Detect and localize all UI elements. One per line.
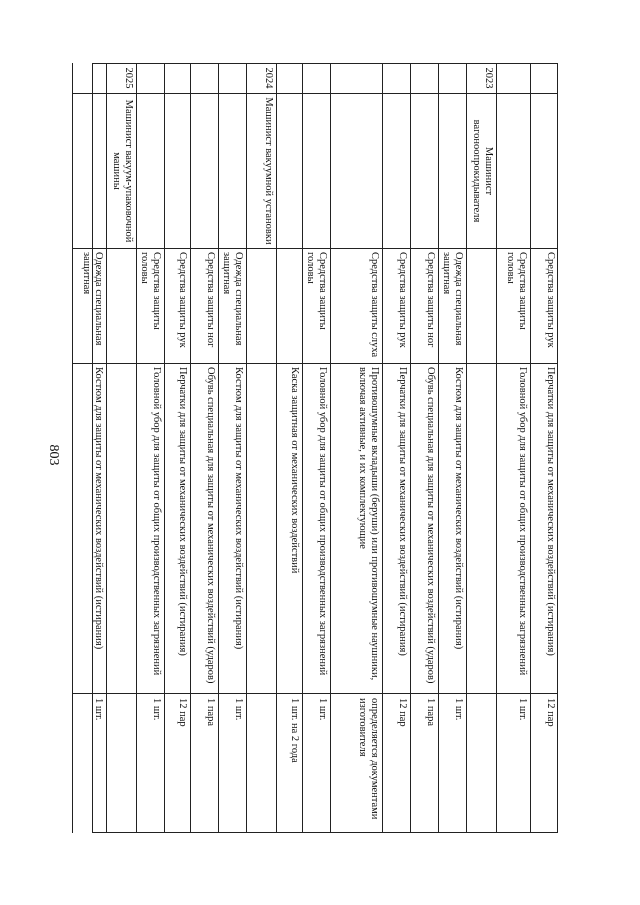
row-code (411, 63, 438, 93)
row-profession: Машинист вагоноопрокидывателя (467, 93, 496, 248)
row-ppe-type: Средства защиты слуха (331, 248, 382, 363)
row-code (303, 63, 330, 93)
row-code (439, 63, 466, 93)
row-profession (165, 93, 190, 248)
table-row (276, 63, 302, 833)
row-code (165, 63, 190, 93)
row-quantity: 12 пар (531, 693, 558, 833)
row-ppe-item: Костюм для защиты от механических воздействий (истирания) (219, 363, 246, 693)
row-code (531, 63, 558, 93)
row-code: 2024 (263, 67, 274, 89)
row-profession (219, 93, 246, 248)
row-quantity: 12 пар (383, 693, 410, 833)
row-ppe-item: Головной убор для защиты от общих производственных загрязнений (303, 363, 330, 693)
row-ppe-type (277, 248, 302, 363)
row-quantity: 1 шт. на 2 года (277, 693, 302, 833)
row-quantity: 1 шт. (219, 693, 246, 833)
row-ppe-item: Перчатки для защиты от механических воздействий (истирания) (165, 363, 190, 693)
row-ppe-item (247, 363, 276, 693)
table-row (136, 63, 164, 833)
row-quantity: 1 пара (411, 693, 438, 833)
row-quantity: 1 шт. (303, 693, 330, 833)
row-quantity (467, 693, 496, 833)
page-number: 803 (46, 444, 61, 466)
table-row (106, 63, 136, 833)
row-ppe-type: Средства защиты головы (497, 248, 530, 363)
row-profession (73, 93, 106, 248)
row-ppe-type (247, 248, 276, 363)
row-ppe-item (107, 363, 136, 693)
row-quantity: 1 шт. (73, 693, 106, 833)
table-row (72, 63, 106, 833)
table-row (164, 63, 190, 833)
row-code (73, 63, 106, 93)
row-profession (383, 93, 410, 248)
row-ppe-item: Перчатки для защиты от механических воздействий (истирания) (531, 363, 558, 693)
row-ppe-type: Средства защиты рук (383, 248, 410, 363)
table-row (218, 63, 246, 833)
row-quantity: 1 шт. (439, 693, 466, 833)
row-profession (331, 93, 382, 248)
row-ppe-item: Головной убор для защиты от общих производственных загрязнений (137, 363, 164, 693)
table-row (190, 63, 218, 833)
row-quantity: 1 шт. (137, 693, 164, 833)
row-ppe-type: Одежда специальная защитная (439, 248, 466, 363)
row-quantity: 12 пар (165, 693, 190, 833)
row-code: 2025 (123, 67, 134, 89)
row-ppe-type (467, 248, 496, 363)
row-profession (191, 93, 218, 248)
row-profession: Машинист вакуумной установки (247, 93, 276, 248)
table-row (496, 63, 530, 833)
row-ppe-type: Средства защиты рук (165, 248, 190, 363)
table-row (382, 63, 410, 833)
row-ppe-type: Средства защиты головы (137, 248, 164, 363)
row-code: 2023 (483, 67, 494, 89)
row-ppe-type: Одежда специальная защитная (219, 248, 246, 363)
row-ppe-item: Противошумные вкладыши (беруши) или противошумные наушники, включая активные, и их комплектующие (331, 363, 382, 693)
row-quantity: 1 пара (191, 693, 218, 833)
row-code (219, 63, 246, 93)
table-row (410, 63, 438, 833)
row-ppe-item: Головной убор для защиты от общих производственных загрязнений (497, 363, 530, 693)
row-code (331, 63, 382, 93)
row-quantity (247, 693, 276, 833)
row-code (137, 63, 164, 93)
table-row (302, 63, 330, 833)
row-profession: Машинист вакуум-упаковочной машины (107, 93, 136, 248)
row-profession (531, 93, 558, 248)
row-ppe-item: Костюм для защиты от механических воздействий (истирания) (73, 363, 106, 693)
row-quantity (107, 693, 136, 833)
row-ppe-item: Обувь специальная для защиты от механических воздействий (ударов) (411, 363, 438, 693)
row-quantity: определяется документами изготовителя (331, 693, 382, 833)
table-row (438, 63, 466, 833)
row-profession (303, 93, 330, 248)
row-profession (137, 93, 164, 248)
row-code (383, 63, 410, 93)
row-ppe-type: Средства защиты ног (411, 248, 438, 363)
table-row (466, 63, 496, 833)
table-row (330, 63, 382, 833)
row-quantity: 1 шт. (497, 693, 530, 833)
row-ppe-type (107, 248, 136, 363)
row-ppe-type: Средства защиты головы (303, 248, 330, 363)
row-code (497, 63, 530, 93)
row-profession (277, 93, 302, 248)
table-row (246, 63, 276, 833)
row-code (277, 63, 302, 93)
row-ppe-item: Каска защитная от механических воздействий (277, 363, 302, 693)
row-ppe-item (467, 363, 496, 693)
ppe-table (81, 63, 558, 833)
row-profession (411, 93, 438, 248)
row-ppe-type: Средства защиты рук (531, 248, 558, 363)
row-profession (497, 93, 530, 248)
row-code (191, 63, 218, 93)
row-ppe-type: Одежда специальная защитная (73, 248, 106, 363)
row-ppe-item: Обувь специальная для защиты от механических воздействий (ударов) (191, 363, 218, 693)
row-ppe-type: Средства защиты ног (191, 248, 218, 363)
row-ppe-item: Перчатки для защиты от механических воздействий (истирания) (383, 363, 410, 693)
row-ppe-item: Костюм для защиты от механических воздействий (истирания) (439, 363, 466, 693)
row-profession (439, 93, 466, 248)
table-row (530, 63, 558, 833)
